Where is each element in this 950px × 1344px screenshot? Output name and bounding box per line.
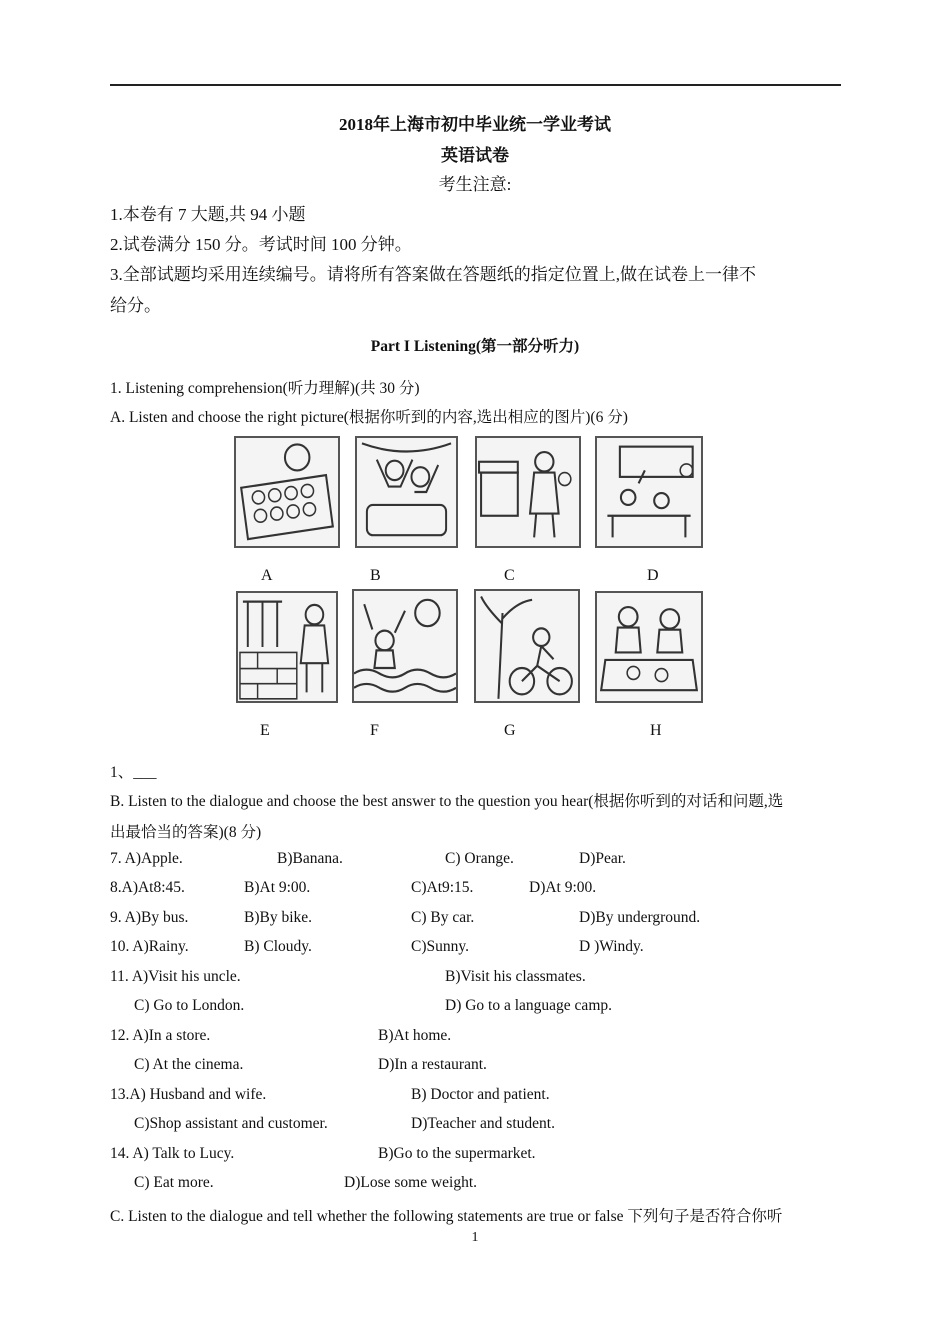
kids-on-sofa-picture <box>355 436 458 548</box>
q14-option-a: 14. A) Talk to Lucy. <box>110 1145 235 1162</box>
swimming-pool-picture <box>352 589 458 703</box>
q9-option-a: 9. A)By bus. <box>110 909 189 926</box>
q8-option-b: B)At 9:00. <box>244 879 311 896</box>
picture-label-h: H <box>650 722 662 739</box>
clothes-shop-picture <box>236 591 338 703</box>
q7-option-a: 7. A)Apple. <box>110 850 183 867</box>
q7-option-b: B)Banana. <box>277 850 343 867</box>
picture-label-e: E <box>260 722 270 739</box>
q14-option-b: B)Go to the supermarket. <box>378 1145 536 1162</box>
q10-option-d: D )Windy. <box>579 938 644 955</box>
picture-label-a: A <box>261 567 273 584</box>
notice-heading: 考生注意: <box>438 175 512 194</box>
q12-option-a: 12. A)In a store. <box>110 1027 211 1044</box>
q8-option-d: D)At 9:00. <box>529 879 597 896</box>
picture-label-f: F <box>370 722 379 739</box>
exam-subtitle: 英语试卷 <box>441 146 509 165</box>
q8-option-a: 8.A)At8:45. <box>110 879 185 896</box>
section1-heading: 1. Listening comprehension(听力理解)(共 30 分) <box>110 380 420 397</box>
q11-option-b: B)Visit his classmates. <box>445 968 586 985</box>
q7-option-c: C) Orange. <box>445 850 514 867</box>
classroom-picture <box>595 436 703 548</box>
q13-option-d: D)Teacher and student. <box>411 1115 555 1132</box>
q12-option-b: B)At home. <box>378 1027 452 1044</box>
q9-option-b: B)By bike. <box>244 909 313 926</box>
exam-title: 2018年上海市初中毕业统一学业考试 <box>339 115 611 134</box>
market-shopper-picture <box>475 436 581 548</box>
answer-blank: 1、___ <box>110 764 157 781</box>
q11-option-d: D) Go to a language camp. <box>445 997 612 1014</box>
notice-line-1: 1.本卷有 7 大题,共 94 小题 <box>110 205 306 224</box>
header-rule <box>110 84 841 86</box>
q12-option-d: D)In a restaurant. <box>378 1056 487 1073</box>
q13-option-c: C)Shop assistant and customer. <box>134 1115 328 1132</box>
q13-option-b: B) Doctor and patient. <box>411 1086 550 1103</box>
q11-option-a: 11. A)Visit his uncle. <box>110 968 241 985</box>
notice-line-2: 2.试卷满分 150 分。考试时间 100 分钟。 <box>110 235 412 254</box>
q10-option-c: C)Sunny. <box>411 938 469 955</box>
q12-option-c: C) At the cinema. <box>134 1056 244 1073</box>
picture-label-b: B <box>370 567 381 584</box>
q9-option-d: D)By underground. <box>579 909 701 926</box>
q8-option-c: C)At9:15. <box>411 879 474 896</box>
notice-line-4: 给分。 <box>110 296 161 315</box>
page-number: 1 <box>471 1230 479 1245</box>
picnic-picture <box>595 591 703 703</box>
bike-rider-picture <box>474 589 580 703</box>
q7-option-d: D)Pear. <box>579 850 626 867</box>
part1-heading: Part I Listening(第一部分听力) <box>370 338 580 355</box>
sectionC-heading: C. Listen to the dialogue and tell whether the following statements are true or false 下列句子是否符合你听 <box>110 1208 783 1225</box>
notice-line-3: 3.全部试题均采用连续编号。请将所有答案做在答题纸的指定位置上,做在试卷上一律不 <box>110 265 756 284</box>
picture-label-c: C <box>504 567 515 584</box>
q14-option-d: D)Lose some weight. <box>344 1174 478 1191</box>
sectionA-heading: A. Listen and choose the right picture(根据你听到的内容,选出相应的图片)(6 分) <box>110 409 628 426</box>
q13-option-a: 13.A) Husband and wife. <box>110 1086 267 1103</box>
q10-option-b: B) Cloudy. <box>244 938 312 955</box>
cookie-tray-picture <box>234 436 340 548</box>
sectionB-heading-line2: 出最恰当的答案)(8 分) <box>110 824 262 841</box>
q11-option-c: C) Go to London. <box>134 997 245 1014</box>
q9-option-c: C) By car. <box>411 909 475 926</box>
q14-option-c: C) Eat more. <box>134 1174 214 1191</box>
picture-label-d: D <box>647 567 659 584</box>
picture-label-g: G <box>504 722 516 739</box>
sectionB-heading-line1: B. Listen to the dialogue and choose the best answer to the question you hear(根据你听到的对话和问题,选 <box>110 793 784 810</box>
q10-option-a: 10. A)Rainy. <box>110 938 189 955</box>
